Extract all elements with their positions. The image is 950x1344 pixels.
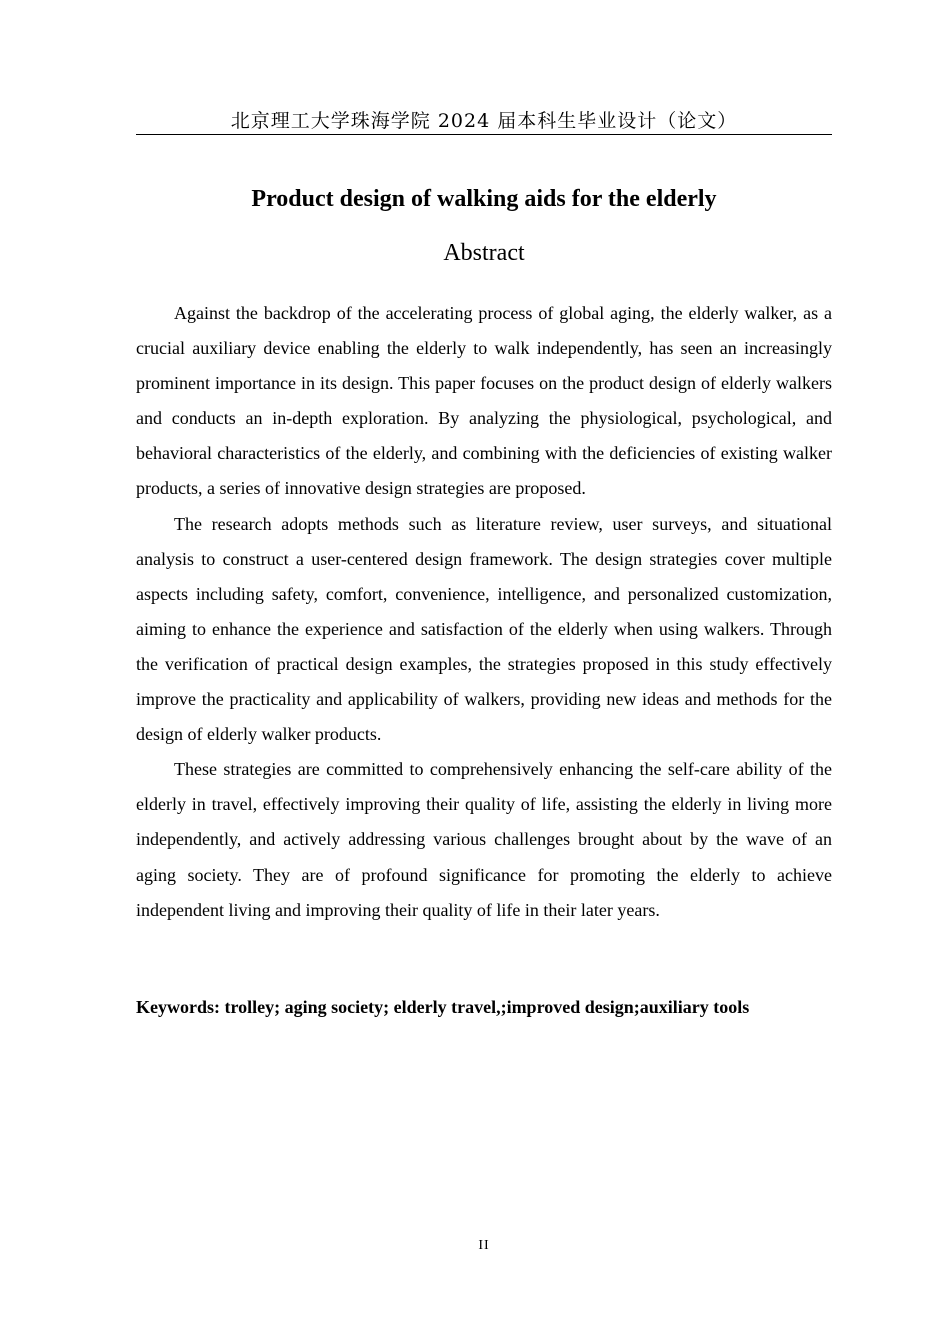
running-header: 北京理工大学珠海学院 2024 届本科生毕业设计（论文） <box>230 110 738 132</box>
keywords-line: Keywords: trolley; aging society; elderly travel,;improved design;auxiliary tools <box>136 997 750 1017</box>
abstract-paragraph: These strategies are committed to comprehensively enhancing the self-care ability of the elderly in travel, effectively improving their quality of life, assisting the elderly in living more independently, and actively addressing various challenges brought about by the wave of an aging society. They are of profound significance for promoting the elderly to achieve independent living and improving their quality of life in their later years. <box>136 759 832 920</box>
abstract-paragraph: The research adopts methods such as literature review, user surveys, and situational analysis to construct a user-centered design framework. The design strategies cover multiple aspects including safety, comfort, convenience, intelligence, and personalized customization, aiming to enhance the experience and satisfaction of the elderly when using walkers. Through the verification of practical design examples, the strategies proposed in this study effectively improve the practicality and applicability of walkers, providing new ideas and methods for the design of elderly walker products. <box>136 513 832 745</box>
abstract-heading: Abstract <box>443 240 525 266</box>
abstract-paragraph: Against the backdrop of the accelerating process of global aging, the elderly walker, as a crucial auxiliary device enabling the elderly to walk independently, has seen an increasingly prominent importance in its design. This paper focuses on the product design of elderly walkers and conducts an in-depth exploration. By analyzing the physiological, psychological, and behavioral characteristics of the elderly, and combining with the deficiencies of existing walker products, a series of innovative design strategies are proposed. <box>136 303 832 499</box>
header-rule <box>136 134 832 135</box>
document-title: Product design of walking aids for the elderly <box>251 186 717 212</box>
abstract-body <box>136 296 832 928</box>
page-number: II <box>478 1238 490 1253</box>
